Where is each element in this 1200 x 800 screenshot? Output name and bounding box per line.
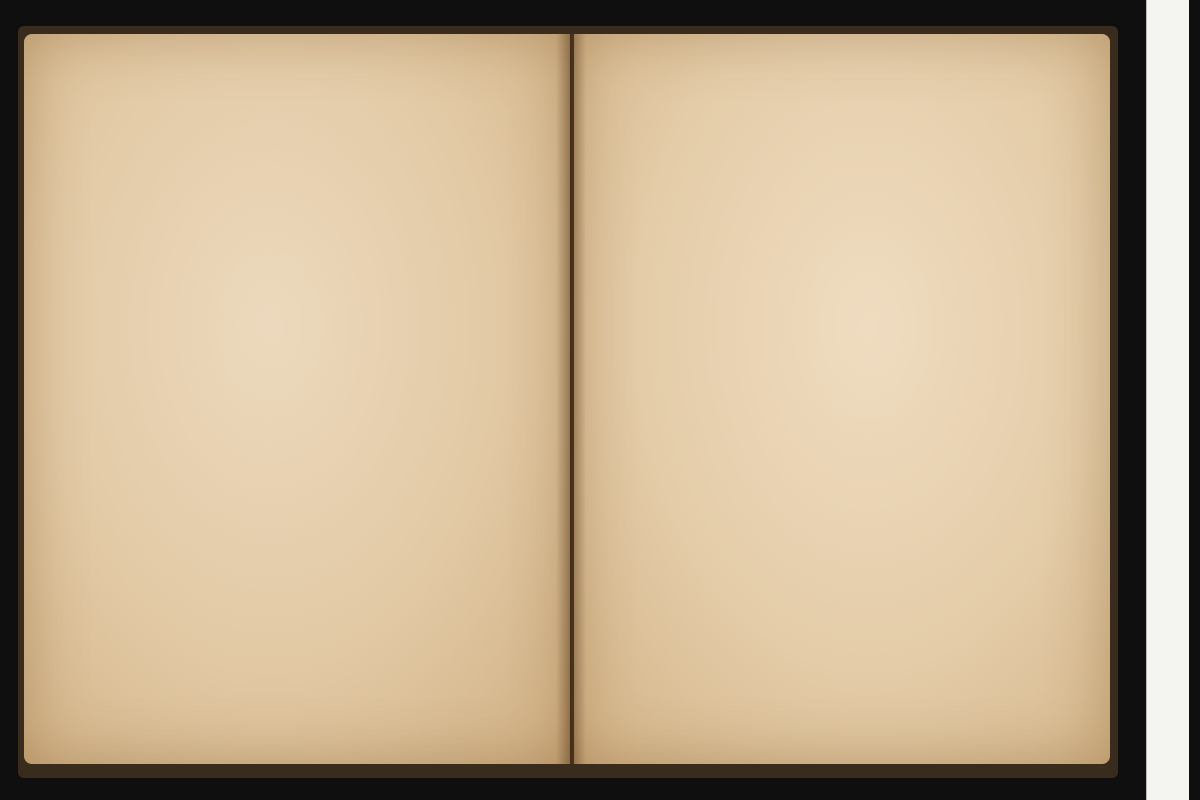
right-page: [574, 34, 1110, 764]
left-page: [24, 34, 570, 764]
book-gutter: [556, 34, 586, 764]
measurement-ruler: [1146, 0, 1189, 800]
